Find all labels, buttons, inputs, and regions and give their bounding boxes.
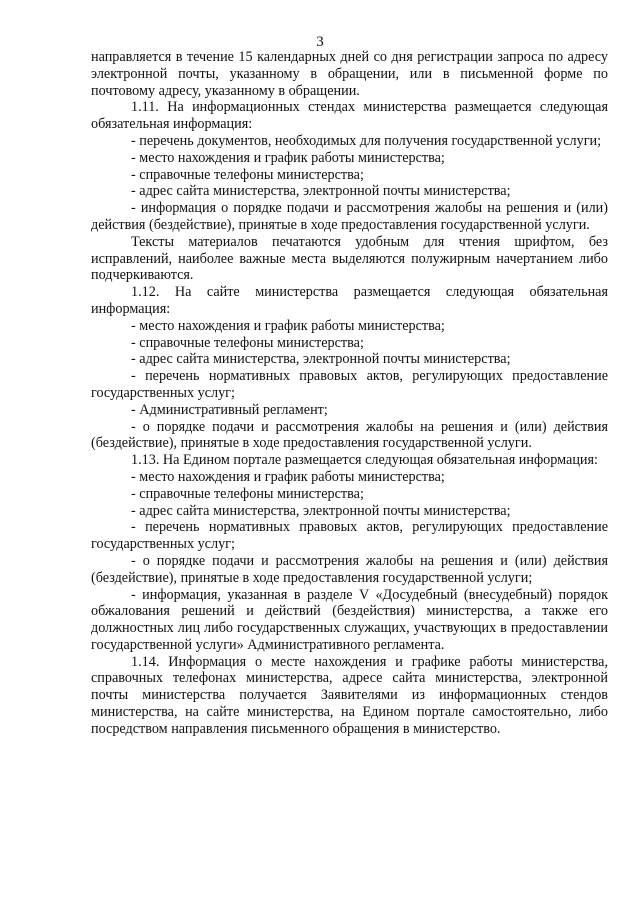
list-item: - информация, указанная в разделе V «Досудебный (внесудебный) порядок обжалования решений и действий (бездействия) министерства, а также его должностных лиц либо государственных служащих, участвующих в предоставлении государственной услуги» Административного регламента.: [91, 586, 608, 653]
page-number: 3: [316, 34, 324, 50]
list-item: - о порядке подачи и рассмотрения жалобы на решения и (или) действия (бездействие), принятые в ходе предоставления государственной услуги.: [91, 418, 608, 452]
paragraph-continuation: направляется в течение 15 календарных дней со дня регистрации запроса по адресу электронной почты, указанному в обращении, или в письменной форме по почтовому адресу, указанному в обращении.: [91, 49, 608, 99]
paragraph-1-11: 1.11. На информационных стендах министерства размещается следующая обязательная информация:: [91, 99, 608, 133]
paragraph-1-13: 1.13. На Едином портале размещается следующая обязательная информация:: [131, 452, 598, 469]
list-item: - адрес сайта министерства, электронной почты министерства;: [131, 502, 511, 519]
list-item: - адрес сайта министерства, электронной почты министерства;: [131, 183, 511, 200]
paragraph-text-materials: Тексты материалов печатаются удобным для чтения шрифтом, без исправлений, наиболее важные места выделяются полужирным начертанием либо подчеркиваются.: [91, 233, 608, 284]
list-item: - о порядке подачи и рассмотрения жалобы на решения и (или) действия (бездействие), принятые в ходе предоставления государственной услуги;: [91, 552, 608, 586]
list-item: - место нахождения и график работы министерства;: [131, 149, 445, 166]
list-item: - перечень нормативных правовых актов, регулирующих предоставление государственных услуг;: [91, 519, 608, 553]
list-item: - информация о порядке подачи и рассмотрения жалобы на решения и (или) действия (бездействие), принятые в ходе предоставления государственной услуги.: [91, 200, 608, 233]
list-item: - адрес сайта министерства, электронной почты министерства;: [131, 351, 511, 368]
list-item: - справочные телефоны министерства;: [131, 334, 364, 351]
document-body: [91, 49, 608, 738]
paragraph-1-14: 1.14. Информация о месте нахождения и графике работы министерства, справочных телефонах министерства, адресе сайта министерства, электронной почты министерства получается Заявителями из информационных стендов министерства, на сайте министерства, на Едином портале самостоятельно, либо посредством направления письменного обращения в министерство.: [91, 653, 608, 737]
paragraph-1-12: 1.12. На сайте министерства размещается следующая обязательная информация:: [91, 284, 608, 317]
list-item: - Административный регламент;: [131, 401, 328, 418]
list-item: - справочные телефоны министерства;: [131, 485, 364, 502]
list-item: - справочные телефоны министерства;: [131, 166, 364, 183]
list-item: - перечень нормативных правовых актов, регулирующих предоставление государственных услуг;: [91, 368, 608, 401]
list-item: - перечень документов, необходимых для получения государственной услуги;: [131, 132, 602, 149]
list-item: - место нахождения и график работы министерства;: [131, 317, 445, 334]
list-item: - место нахождения и график работы министерства;: [131, 468, 445, 485]
